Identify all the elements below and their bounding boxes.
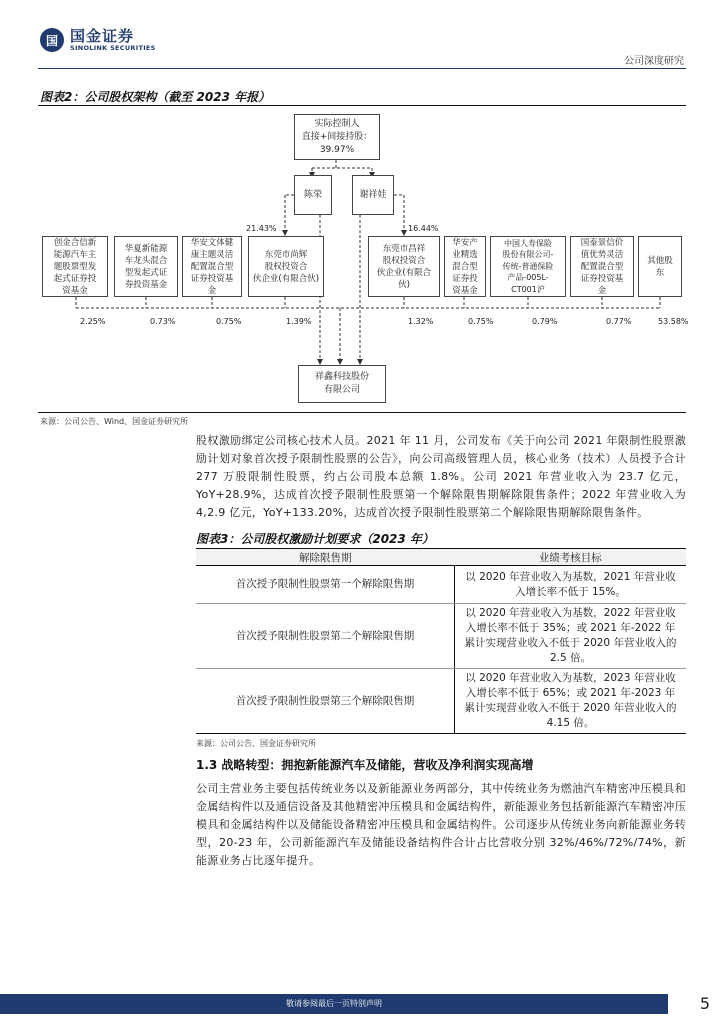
page-footer <box>0 994 724 1024</box>
shareholder-pct: 0.75% <box>216 317 242 326</box>
person-node-2 <box>352 175 394 215</box>
table-header-target: 业绩考核目标 <box>455 549 687 566</box>
shareholder-pct: 1.32% <box>408 317 434 326</box>
shareholder-label: 华夏新能源 车龙头混合 型发起式证 券投资基金 <box>124 243 168 290</box>
controller-node <box>294 114 380 160</box>
shareholder-label: 创金合信新 能源汽车主 题股票型发 起式证券投 资基金 <box>53 237 97 296</box>
shareholder-label: 华安文体健 康主题灵活 配置混合型 证券投资基 金 <box>190 237 234 296</box>
target-cell: 以 2020 年营业收入为基数，2022 年营业收入增长率不低于 35%；或 2021 年-2022 年累计实现营业收入不低于 2020 年营业收入的 2.5 倍。 <box>455 604 687 669</box>
shareholder-node <box>182 236 242 297</box>
shareholder-pct: 53.58% <box>658 317 689 326</box>
table-row <box>196 669 686 734</box>
incentive-table <box>196 548 686 734</box>
table-header-period: 解除限售期 <box>196 549 455 566</box>
table-row <box>196 604 686 669</box>
person-2-label: 谢祥娃 <box>359 189 387 200</box>
shareholder-label: 其他股 东 <box>647 255 673 278</box>
pct-left-label: 21.43% <box>246 224 277 233</box>
shareholder-label: 东莞市昌祥 股权投资合 伙企业(有限合伙) <box>376 243 432 290</box>
shareholder-label: 东莞市尚辉 股权投资合 伙企业(有限合伙) <box>252 249 320 284</box>
shareholder-node <box>368 236 440 297</box>
shareholder-node <box>490 236 566 297</box>
figure3-source: 来源：公司公告、国金证券研究所 <box>196 739 316 748</box>
report-type: 公司深度研究 <box>624 56 684 67</box>
period-cell: 首次授予限制性股票第三个解除限售期 <box>196 669 455 734</box>
pct-right-label: 16.44% <box>408 224 439 233</box>
shareholder-label: 国泰景信价 值优势灵活 配置混合型 证券投资基 金 <box>580 237 624 296</box>
period-cell: 首次授予限制性股票第二个解除限售期 <box>196 604 455 669</box>
footer-notice: 敬请参阅最后一页特别声明 <box>286 999 382 1008</box>
shareholder-pct: 0.73% <box>150 317 176 326</box>
figure2-title: 图表2：公司股权架构（截至 2023 年报） <box>40 90 271 104</box>
shareholder-node <box>570 236 634 297</box>
table-row <box>196 566 686 604</box>
period-cell: 首次授予限制性股票第一个解除限售期 <box>196 566 455 604</box>
person-1-label: 陈荣 <box>303 189 322 200</box>
shareholder-label: 华安产 业精选 混合型 证券投 资基金 <box>452 237 478 296</box>
shareholder-node <box>114 236 178 297</box>
figure3-title: 图表3：公司股权激励计划要求（2023 年） <box>196 532 434 546</box>
logo-icon: 国 <box>40 28 64 52</box>
logo-cn-text: 国金证券 <box>70 27 135 45</box>
company-label: 祥鑫科技股份 有限公司 <box>314 372 369 395</box>
figure2-bottom-rule <box>38 412 686 413</box>
shareholder-label: 中国人寿保险 股份有限公司- 传统-普通保险 产品-005L- CT001沪 <box>502 238 554 294</box>
target-cell: 以 2020 年营业收入为基数，2023 年营业收入增长率不低于 65%；或 2021 年-2023 年累计实现营业收入不低于 2020 年营业收入的 4.15 倍。 <box>455 669 687 734</box>
section-body: 公司主营业务主要包括传统业务以及新能源业务两部分，其中传统业务为燃油汽车精密冲压模具和金属结构件以及通信设备及其他精密冲压模具和金属结构件，新能源业务包括新能源汽车精密冲压模具和金属结构件以及储能设备精密冲压模具和金属结构件。公司逐步从传统业务向新能源业务转型，20-23 年，公司新能源汽车及储能设备结构件合计占比营收分别 32%/46%/72%/74%，新能源业务占比逐年提升。 <box>196 782 686 867</box>
shareholder-node <box>444 236 486 297</box>
shareholder-pct: 0.75% <box>468 317 494 326</box>
shareholder-pct: 0.79% <box>532 317 558 326</box>
controller-label: 实际控制人 直接+间接持股： 39.97% <box>301 118 373 155</box>
company-node <box>298 365 386 403</box>
shareholder-pct: 1.39% <box>286 317 312 326</box>
page-number: 5 <box>699 994 710 1013</box>
figure2-source: 来源：公司公告、Wind、国金证券研究所 <box>40 417 189 426</box>
section-title: 1.3 战略转型：拥抱新能源汽车及储能，营收及净利润实现高增 <box>196 758 534 772</box>
shareholder-pct: 0.77% <box>606 317 632 326</box>
person-node-1 <box>294 175 332 215</box>
equity-incentive-paragraph: 股权激励绑定公司核心技术人员。2021 年 11 月，公司发布《关于向公司 2021 年限制性股票激励计划对象首次授予限制性股票的公告》，向公司高级管理人员，核心业务（技术）人员授予合计 277 万股限制性股票，约占公司股本总额 1.8%。公司 2021 年营业收入为 23.7 亿元，YoY+28.9%，达成首次授予限制性股票第一个解除限售期解除限售条件；2022 年营业收入为 4,2.9 亿元，YoY+133.20%，达成首次授予限制性股票第二个解除限售期解除限售条件。 <box>196 434 686 519</box>
logo-en-text: SINOLINK SECURITIES <box>70 44 156 52</box>
target-cell: 以 2020 年营业收入为基数，2021 年营业收入增长率不低于 15%。 <box>455 566 687 604</box>
shareholder-node <box>248 236 324 297</box>
shareholder-node <box>638 236 682 297</box>
shareholder-node <box>42 236 108 297</box>
shareholder-pct: 2.25% <box>80 317 106 326</box>
